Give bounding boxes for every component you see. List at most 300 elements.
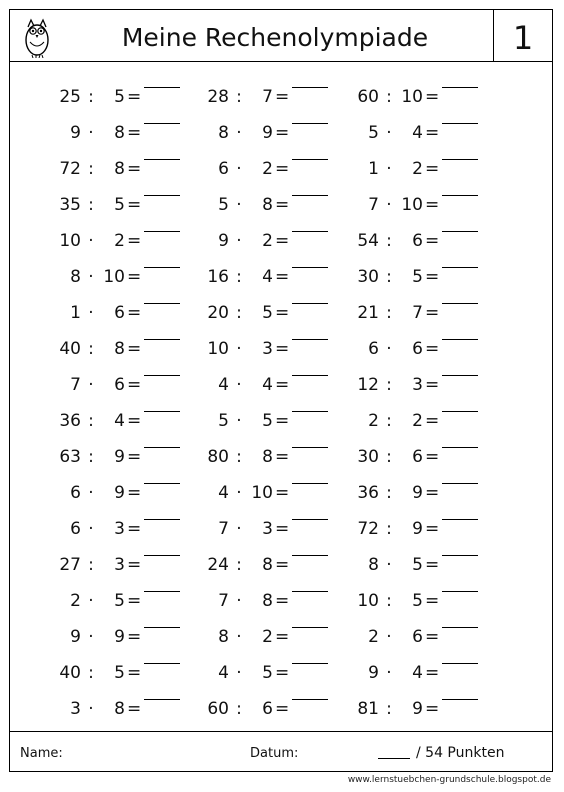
operand-b: 5 [262,303,273,323]
answer-blank[interactable] [144,159,180,160]
operand-b: 6 [412,627,423,647]
equals-sign: = [127,195,142,215]
equals-sign: = [425,231,440,251]
answer-blank[interactable] [292,411,328,412]
operator: · [88,123,94,143]
task-row [343,445,493,471]
operator: : [236,267,242,287]
task-row [343,193,493,219]
task-row [343,373,493,399]
task-row [45,373,195,399]
answer-blank[interactable] [292,375,328,376]
equals-sign: = [127,627,142,647]
score-blank[interactable] [378,758,410,759]
operand-a: 7 [218,519,229,539]
answer-blank[interactable] [442,231,478,232]
operand-b: 10 [251,483,273,503]
task-row [45,85,195,111]
equals-sign: = [275,663,290,683]
answer-blank[interactable] [144,87,180,88]
operator: : [236,303,242,323]
operand-b: 3 [114,555,125,575]
answer-blank[interactable] [292,195,328,196]
operator: · [236,339,242,359]
answer-blank[interactable] [442,303,478,304]
operand-a: 12 [357,375,379,395]
equals-sign: = [127,123,142,143]
answer-blank[interactable] [144,663,180,664]
sheet-number: 1 [493,10,552,62]
answer-blank[interactable] [292,159,328,160]
equals-sign: = [127,699,142,719]
operand-a: 10 [207,339,229,359]
footer [10,731,552,771]
answer-blank[interactable] [442,411,478,412]
operand-b: 9 [114,447,125,467]
task-row [45,625,195,651]
answer-blank[interactable] [144,519,180,520]
operand-b: 5 [114,663,125,683]
operator: : [88,87,94,107]
operator: : [386,411,392,431]
operand-a: 72 [357,519,379,539]
operand-b: 7 [412,303,423,323]
answer-blank[interactable] [144,231,180,232]
equals-sign: = [275,195,290,215]
answer-blank[interactable] [292,483,328,484]
answer-blank[interactable] [442,87,478,88]
task-row [45,481,195,507]
operator: · [236,123,242,143]
answer-blank[interactable] [442,339,478,340]
operand-a: 16 [207,267,229,287]
task-row [45,445,195,471]
task-row [343,553,493,579]
operand-a: 1 [368,159,379,179]
page-title: Meine Rechenolympiade [121,23,429,52]
operator: · [386,663,392,683]
operator: : [88,159,94,179]
task-row [193,337,343,363]
answer-blank[interactable] [144,483,180,484]
answer-blank[interactable] [144,699,180,700]
operand-b: 8 [262,447,273,467]
operand-b: 9 [412,699,423,719]
answer-blank[interactable] [442,663,478,664]
operand-a: 21 [357,303,379,323]
operator: : [88,663,94,683]
equals-sign: = [127,519,142,539]
operand-b: 4 [262,267,273,287]
operand-b: 6 [412,447,423,467]
answer-blank[interactable] [292,123,328,124]
operand-a: 60 [357,87,379,107]
operator: : [236,699,242,719]
operand-a: 81 [357,699,379,719]
operator: · [386,627,392,647]
operand-b: 5 [262,663,273,683]
equals-sign: = [275,411,290,431]
answer-blank[interactable] [144,339,180,340]
operator: : [236,87,242,107]
task-row [193,445,343,471]
answer-blank[interactable] [292,339,328,340]
operator: · [236,231,242,251]
answer-blank[interactable] [292,591,328,592]
operand-b: 4 [262,375,273,395]
operand-b: 6 [114,303,125,323]
operator: : [386,519,392,539]
operator: · [236,375,242,395]
operand-a: 2 [368,411,379,431]
task-row [343,589,493,615]
task-row [45,265,195,291]
operand-b: 6 [262,699,273,719]
task-row [45,517,195,543]
answer-blank[interactable] [292,231,328,232]
answer-blank[interactable] [442,519,478,520]
operand-b: 4 [412,123,423,143]
answer-blank[interactable] [292,267,328,268]
answer-blank[interactable] [442,447,478,448]
credit-url: www.lernstuebchen-grundschule.blogspot.de [347,775,551,785]
equals-sign: = [425,627,440,647]
operator: : [386,699,392,719]
operand-b: 8 [114,339,125,359]
task-row [45,301,195,327]
operand-b: 2 [262,231,273,251]
answer-blank[interactable] [144,123,180,124]
operand-b: 4 [412,663,423,683]
answer-blank[interactable] [144,591,180,592]
task-row [45,193,195,219]
operator: · [88,627,94,647]
equals-sign: = [127,303,142,323]
answer-blank[interactable] [292,555,328,556]
operand-a: 20 [207,303,229,323]
task-row [193,697,343,723]
equals-sign: = [275,447,290,467]
operand-b: 8 [114,699,125,719]
equals-sign: = [275,267,290,287]
task-row [343,661,493,687]
equals-sign: = [425,663,440,683]
task-row [343,85,493,111]
operator: : [236,555,242,575]
operator: : [88,447,94,467]
operand-a: 35 [59,195,81,215]
operand-a: 72 [59,159,81,179]
equals-sign: = [127,663,142,683]
operator: · [236,411,242,431]
owl-icon [22,14,52,58]
operand-a: 7 [368,195,379,215]
operator: · [88,303,94,323]
operand-a: 80 [207,447,229,467]
operand-a: 60 [207,699,229,719]
equals-sign: = [275,339,290,359]
task-row [193,265,343,291]
operand-a: 7 [218,591,229,611]
operator: · [88,267,94,287]
operand-b: 8 [262,591,273,611]
operator: · [236,627,242,647]
answer-blank[interactable] [144,303,180,304]
equals-sign: = [275,303,290,323]
equals-sign: = [425,339,440,359]
equals-sign: = [275,123,290,143]
operand-b: 9 [114,483,125,503]
operand-b: 9 [412,519,423,539]
score-label: / 54 Punkten [416,745,505,761]
operand-b: 9 [412,483,423,503]
task-grid [10,62,552,732]
answer-blank[interactable] [442,483,478,484]
operand-a: 6 [218,159,229,179]
equals-sign: = [425,699,440,719]
equals-sign: = [127,231,142,251]
operator: · [236,591,242,611]
equals-sign: = [425,303,440,323]
date-label: Datum: [250,746,299,761]
equals-sign: = [127,375,142,395]
answer-blank[interactable] [292,627,328,628]
operator: : [386,231,392,251]
operator: : [386,447,392,467]
operand-a: 4 [218,663,229,683]
operand-b: 6 [412,231,423,251]
operand-a: 63 [59,447,81,467]
answer-blank[interactable] [144,447,180,448]
operand-a: 54 [357,231,379,251]
operator: : [88,411,94,431]
equals-sign: = [275,483,290,503]
equals-sign: = [127,159,142,179]
operand-b: 9 [262,123,273,143]
equals-sign: = [425,195,440,215]
task-row [343,697,493,723]
operand-a: 5 [218,195,229,215]
answer-blank[interactable] [292,87,328,88]
operator: : [386,483,392,503]
answer-blank[interactable] [442,375,478,376]
operand-a: 8 [218,123,229,143]
task-row [193,409,343,435]
operand-a: 40 [59,339,81,359]
answer-blank[interactable] [144,555,180,556]
operand-a: 2 [70,591,81,611]
operator: · [386,339,392,359]
answer-blank[interactable] [442,699,478,700]
operator: · [236,195,242,215]
operand-a: 8 [70,267,81,287]
answer-blank[interactable] [144,411,180,412]
operator: : [88,339,94,359]
task-row [193,589,343,615]
operator: : [386,303,392,323]
operand-b: 10 [103,267,125,287]
task-row [343,121,493,147]
operand-b: 8 [262,195,273,215]
task-row [193,229,343,255]
equals-sign: = [127,555,142,575]
task-row [343,301,493,327]
operand-b: 6 [412,339,423,359]
operand-a: 1 [70,303,81,323]
operator: : [386,591,392,611]
equals-sign: = [275,231,290,251]
operand-b: 3 [114,519,125,539]
answer-blank[interactable] [144,267,180,268]
answer-blank[interactable] [442,195,478,196]
operand-b: 2 [412,159,423,179]
operand-a: 6 [70,519,81,539]
equals-sign: = [127,591,142,611]
operand-b: 10 [401,87,423,107]
operand-a: 6 [368,339,379,359]
equals-sign: = [127,447,142,467]
answer-blank[interactable] [144,195,180,196]
equals-sign: = [425,519,440,539]
answer-blank[interactable] [292,303,328,304]
answer-blank[interactable] [292,663,328,664]
task-row [193,301,343,327]
equals-sign: = [127,339,142,359]
operator: · [236,483,242,503]
operator: · [236,663,242,683]
equals-sign: = [275,519,290,539]
operator: · [236,519,242,539]
task-row [343,265,493,291]
answer-blank[interactable] [144,627,180,628]
operator: · [386,195,392,215]
answer-blank[interactable] [442,123,478,124]
operand-b: 2 [412,411,423,431]
task-row [45,553,195,579]
task-row [45,229,195,255]
task-row [343,625,493,651]
operand-a: 28 [207,87,229,107]
operator: · [386,555,392,575]
answer-blank[interactable] [292,699,328,700]
operand-b: 5 [114,591,125,611]
operator: · [386,159,392,179]
equals-sign: = [425,591,440,611]
operand-a: 2 [368,627,379,647]
answer-blank[interactable] [442,555,478,556]
answer-blank[interactable] [292,447,328,448]
operand-a: 8 [218,627,229,647]
operand-b: 3 [262,519,273,539]
operand-b: 8 [114,123,125,143]
equals-sign: = [127,483,142,503]
operator: · [88,231,94,251]
operator: : [88,195,94,215]
task-row [45,337,195,363]
operand-b: 2 [262,159,273,179]
operand-a: 24 [207,555,229,575]
equals-sign: = [425,267,440,287]
task-row [45,661,195,687]
equals-sign: = [425,159,440,179]
task-row [45,121,195,147]
operand-a: 10 [59,231,81,251]
task-row [193,121,343,147]
operator: · [88,375,94,395]
equals-sign: = [275,555,290,575]
task-row [343,337,493,363]
task-row [193,481,343,507]
task-row [343,409,493,435]
equals-sign: = [275,699,290,719]
operand-a: 9 [368,663,379,683]
operand-a: 10 [357,591,379,611]
task-row [45,589,195,615]
operand-b: 5 [262,411,273,431]
operand-b: 8 [114,159,125,179]
task-row [193,193,343,219]
equals-sign: = [425,555,440,575]
equals-sign: = [275,159,290,179]
answer-blank[interactable] [292,519,328,520]
task-row [343,517,493,543]
task-row [45,697,195,723]
operand-a: 3 [70,699,81,719]
operator: · [88,519,94,539]
task-row [343,229,493,255]
operand-b: 7 [262,87,273,107]
operand-a: 8 [368,555,379,575]
operand-a: 5 [218,411,229,431]
task-row [343,481,493,507]
operator: : [88,555,94,575]
answer-blank[interactable] [144,375,180,376]
operand-b: 9 [114,627,125,647]
operand-a: 9 [70,627,81,647]
answer-blank[interactable] [442,591,478,592]
operand-b: 5 [412,591,423,611]
operator: · [236,159,242,179]
equals-sign: = [425,447,440,467]
operator: · [88,699,94,719]
operand-b: 5 [114,195,125,215]
task-row [193,157,343,183]
operator: · [386,123,392,143]
operand-a: 25 [59,87,81,107]
answer-blank[interactable] [442,627,478,628]
operator: : [386,267,392,287]
equals-sign: = [275,591,290,611]
worksheet [9,9,553,772]
operand-b: 6 [114,375,125,395]
operand-b: 3 [412,375,423,395]
task-row [193,553,343,579]
operator: : [386,375,392,395]
operand-a: 30 [357,447,379,467]
operand-b: 2 [262,627,273,647]
answer-blank[interactable] [442,159,478,160]
name-label: Name: [20,746,63,761]
operand-a: 27 [59,555,81,575]
equals-sign: = [425,123,440,143]
operand-a: 30 [357,267,379,287]
equals-sign: = [425,375,440,395]
equals-sign: = [425,483,440,503]
answer-blank[interactable] [442,267,478,268]
operand-a: 36 [357,483,379,503]
operand-b: 5 [114,87,125,107]
operand-b: 10 [401,195,423,215]
